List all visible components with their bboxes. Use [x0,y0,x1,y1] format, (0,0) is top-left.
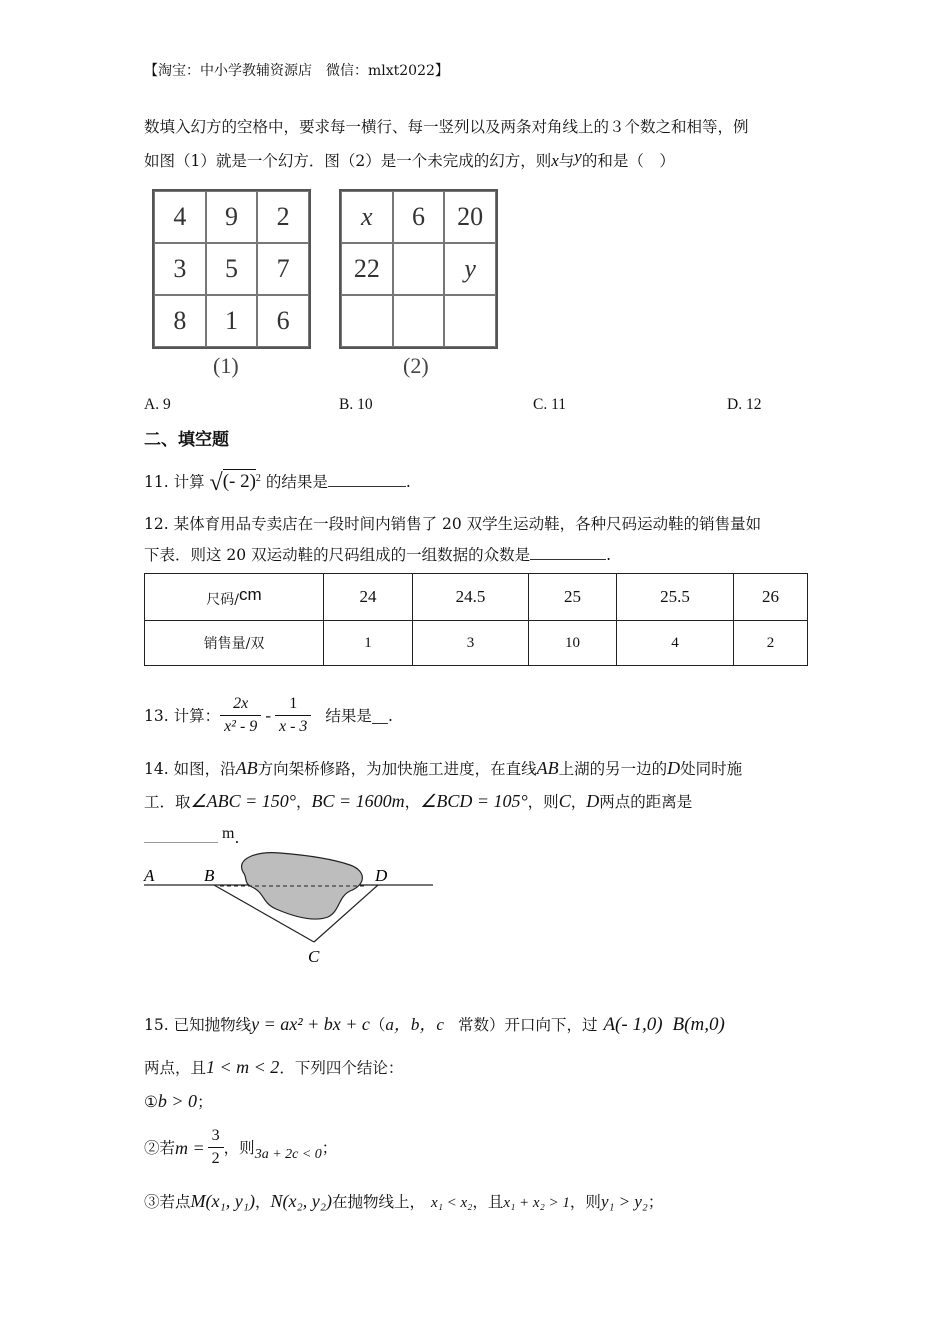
q13: 13. 计算： $\frac{2x}{\text{x² - 9}}$ - $\frac{1}{x - 3}$ 结果是 . [144,693,393,738]
q15-conclusion-1: ①b > 0； [144,1091,213,1111]
table-cell: 1 [324,621,413,666]
table-cell: 25 [529,574,617,621]
q15-line2: 两点，且1 < m < 2．下列四个结论： [144,1057,404,1077]
q11: 11. 计算 √(- 2)$^2$ 的结果是 . [144,470,411,497]
q15-conclusion-3: ③若点M(x₁, y₁)，N(x₂, y₂)在抛物线上， x₁ < x₂，且x₁ + x₂ > 1，则y₁ > y₂； [144,1191,664,1211]
square2-cell: x [341,191,393,243]
square2-cell [393,295,445,347]
label-c: C [308,947,320,966]
table-cell: 3 [413,621,529,666]
q14-line2: 工．取∠ABC = 150°，BC = 1600m，∠BCD = 105°，则C，D两点的距离是 [144,791,693,811]
magic-square-2 [339,189,498,349]
square2-cell [341,295,393,347]
square1-cell: 7 [257,243,309,295]
table-cell: 24 [324,574,413,621]
square1-cell: 1 [206,295,258,347]
q13-answer-blank[interactable] [372,707,388,724]
square1-cell: 2 [257,191,309,243]
fraction-1: $\frac{2x}{\text{x² - 9}}$ [220,693,261,738]
square2-cell: 20 [444,191,496,243]
q15-conclusion-2: ②若 m = $\frac{3}{2}$ ，则 3a + 2c < 0 ； [144,1125,337,1170]
option-a: A. 9 [144,396,171,413]
label-b: B [204,866,215,885]
table-cell: 26 [734,574,808,621]
label-a: A [144,866,155,885]
square1-cell: 5 [206,243,258,295]
q10-line1: 数填入幻方的空格中，要求每一横行、每一竖列以及两条对角线上的３个数之和相等，例 [144,118,749,136]
square1-cell: 6 [257,295,309,347]
square2-cell: 6 [393,191,445,243]
q14-answer-blank[interactable] [144,826,218,843]
square1-cell: 4 [154,191,206,243]
q11-answer-blank[interactable] [328,470,406,487]
q12-line2: 下表．则这 20 双运动鞋的尺码组成的一组数据的众数是 . [144,543,611,566]
square2-cell: y [444,243,496,295]
table-header-size: 尺码/cm [145,574,324,621]
bridge-lake-figure [140,845,440,970]
label-d: D [375,866,388,885]
square2-cell [393,243,445,295]
q12-answer-blank[interactable] [530,543,606,560]
option-c: C. 11 [533,396,567,413]
radical-sign: √ [209,470,223,497]
q15-line1: 15. 已知抛物线y = ax² + bx + c（a，b，c 常数）开口向下，过 A(- 1,0) B(m,0) [144,1014,725,1035]
option-b: B. 10 [339,396,373,413]
q14-line1: 14. 如图，沿AB方向架桥修路，为加快施工进度，在直线AB上湖的另一边的D处同时施 [144,758,743,778]
q10-line2: 如图（1）就是一个幻方．图（2）是一个未完成的幻方，则x与y的和是（ ） [144,147,675,170]
header-watermark: 【淘宝：中小学教辅资源店 微信：mlxt2022】 [144,63,449,79]
magic-square-1 [152,189,311,349]
table-cell: 25.5 [617,574,734,621]
q12-line1: 12. 某体育用品专卖店在一段时间内销售了 20 双学生运动鞋，各种尺码运动鞋的销售量如 [144,515,762,533]
square2-cell [444,295,496,347]
square1-cell: 3 [154,243,206,295]
option-d: D. 12 [727,396,762,413]
table-cell: 4 [617,621,734,666]
table-cell: 24.5 [413,574,529,621]
fraction-2: $\frac{1}{x - 3}$ [275,693,311,738]
table-header-sales: 销售量/双 [145,621,324,666]
square1-caption: (1) [213,353,239,378]
fraction-3-2: $\frac{3}{2}$ [208,1125,224,1170]
section-title: 二、填空题 [144,430,229,450]
q14-line3: m. [144,823,239,849]
square1-cell: 8 [154,295,206,347]
square2-cell: 22 [341,243,393,295]
square2-caption: (2) [403,353,429,378]
size-sales-table [144,573,808,666]
table-cell: 2 [734,621,808,666]
square1-cell: 9 [206,191,258,243]
table-cell: 10 [529,621,617,666]
